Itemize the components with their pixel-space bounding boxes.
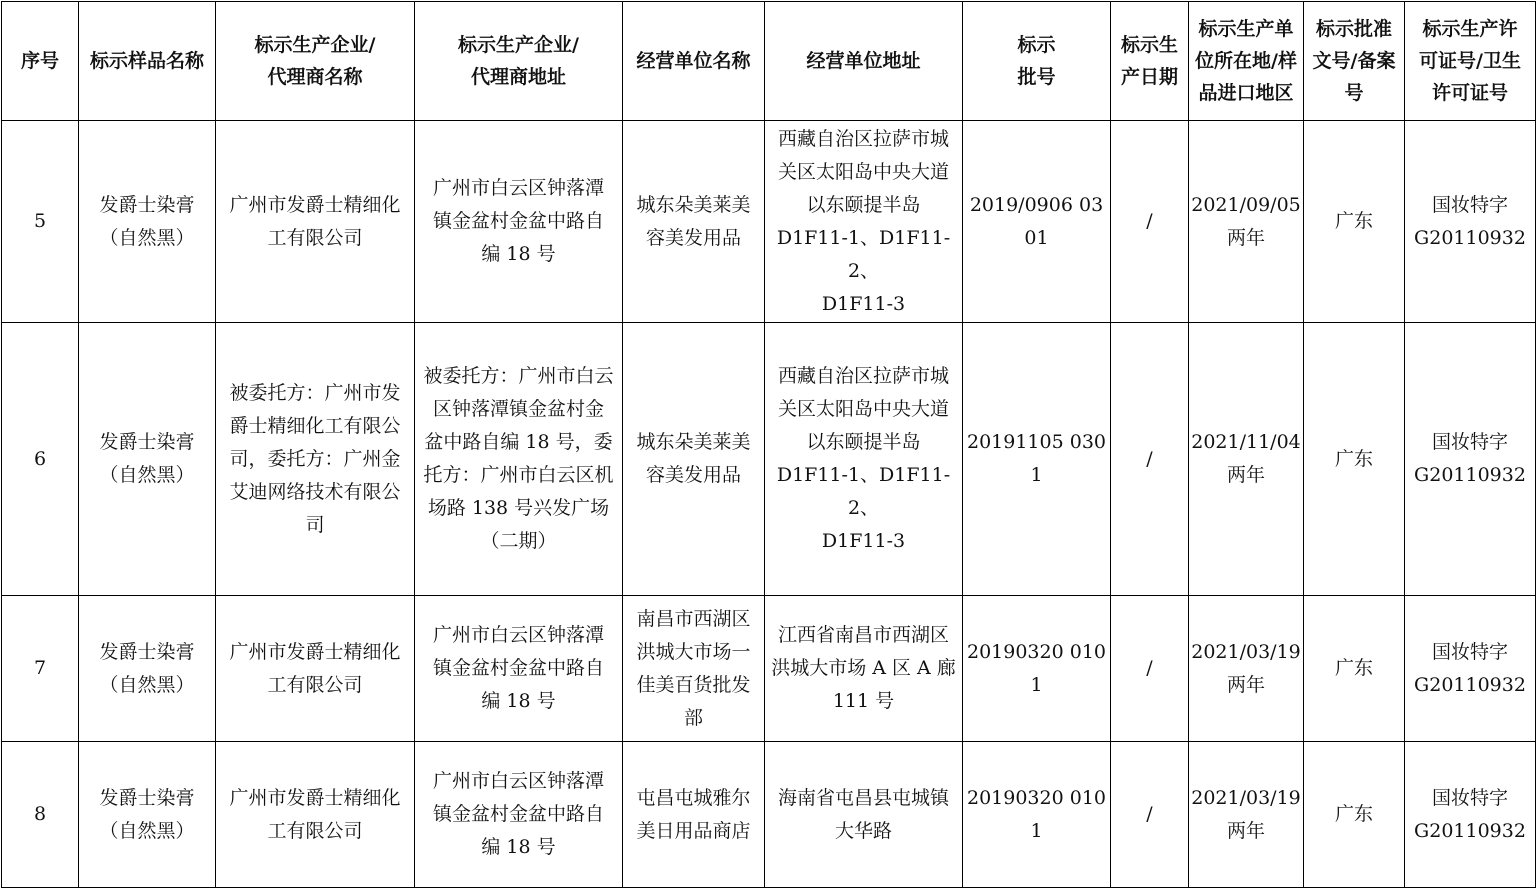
header-cell <box>216 2 415 121</box>
producer-name <box>216 742 415 888</box>
cell-line: 被委托方：广州市发 <box>229 381 401 404</box>
cell-line: 广州市发爵士精细化 <box>229 193 401 216</box>
cell-line: 广州市白云区钟落潭 <box>432 177 604 199</box>
seller-name <box>623 596 765 742</box>
license-number <box>1405 596 1536 742</box>
cell-line: 国妆特字 <box>1431 640 1508 663</box>
cell-line: 盆中路自编 18 号，委 <box>424 431 613 453</box>
expiry-info <box>1189 742 1304 888</box>
cell-line: 关区太阳岛中央大道 <box>777 160 949 183</box>
cell-line: 洪城大市场一 <box>636 640 751 663</box>
table-row <box>2 323 1536 596</box>
batch-number: 20190320 0101 <box>963 596 1111 742</box>
cell-line: 发爵士染膏 <box>99 786 195 809</box>
cell-line: 标示生产单 <box>1198 18 1294 40</box>
cell-line: 部 <box>683 706 703 729</box>
cell-line: 编 18 号 <box>481 243 556 265</box>
origin-region: 广东 <box>1304 596 1405 742</box>
cell-line: 标示生产企业/ <box>254 34 376 56</box>
cell-line: 编 18 号 <box>481 690 556 712</box>
cell-line: 区钟落潭镇金盆村金 <box>432 398 604 420</box>
cell-line: 西藏自治区拉萨市城 <box>777 365 949 387</box>
cell-line: 代理商名称 <box>267 66 363 88</box>
cell-line: 文号/备案 <box>1312 50 1396 72</box>
seller-address <box>765 742 963 888</box>
row-number: 6 <box>2 323 79 596</box>
cell-line: 发爵士染膏 <box>99 431 195 453</box>
cell-line: G20110932 <box>1414 464 1526 486</box>
header-cell <box>623 2 765 121</box>
cell-line: 广州市发爵士精细化 <box>229 786 401 809</box>
license-number <box>1405 323 1536 596</box>
cell-line: 编 18 号 <box>481 836 556 858</box>
batch-number: 20191105 0301 <box>963 323 1111 596</box>
cell-line: 标示 <box>1017 34 1056 56</box>
batch-number: 20190320 0101 <box>963 742 1111 888</box>
cell-line: 经营单位地址 <box>806 50 921 72</box>
row-number: 5 <box>2 121 79 323</box>
cell-line: G20110932 <box>1414 673 1526 696</box>
cell-line: 序号 <box>20 50 59 72</box>
cell-line: 城东朵美莱美 <box>636 193 751 216</box>
cell-line: 南昌市西湖区 <box>636 607 751 630</box>
cell-line: 托方：广州市白云区机 <box>423 464 614 486</box>
cell-line: 容美发用品 <box>645 464 741 486</box>
sample-name <box>79 323 216 596</box>
cell-line: 城东朵美莱美 <box>636 431 751 453</box>
cell-line: 场路 138 号兴发广场 <box>427 497 610 519</box>
cell-line: 两年 <box>1226 464 1265 486</box>
cell-line: （自然黑） <box>99 673 195 696</box>
cell-line: 号 <box>1344 82 1364 104</box>
cell-line: 发爵士染膏 <box>99 640 195 663</box>
header-cell <box>1111 2 1189 121</box>
cell-line: 广州市发爵士精细化 <box>229 640 401 663</box>
cell-line: 佳美百货批发 <box>636 673 751 696</box>
cell-line: 标示生产许 <box>1422 18 1518 40</box>
cell-line: D1F11-1、D1F11-2、 <box>776 226 951 282</box>
cell-line: D1F11-3 <box>821 292 906 315</box>
cell-line: 镇金盆村金盆中路自 <box>432 657 604 679</box>
cell-line: 国妆特字 <box>1431 193 1508 216</box>
license-number <box>1405 742 1536 888</box>
header-cell <box>765 2 963 121</box>
cell-line: 批号 <box>1017 66 1056 88</box>
cell-line: 大华路 <box>834 819 892 842</box>
cell-line: 标示样品名称 <box>89 50 204 72</box>
cell-line: 关区太阳岛中央大道 <box>777 398 949 420</box>
batch-number: 2019/0906 0301 <box>963 121 1111 323</box>
producer-name <box>216 596 415 742</box>
producer-address <box>415 323 623 596</box>
cell-line: 被委托方：广州市白云 <box>423 365 614 387</box>
license-number <box>1405 121 1536 323</box>
cell-line: 容美发用品 <box>645 226 741 249</box>
cell-line: 2021/11/04 <box>1191 431 1301 453</box>
cell-line: 美日用品商店 <box>636 819 751 842</box>
cell-line: 工有限公司 <box>267 819 363 842</box>
expiry-info <box>1189 323 1304 596</box>
sample-name <box>79 596 216 742</box>
table-header-row <box>2 2 1536 121</box>
cell-line: （自然黑） <box>99 819 195 842</box>
cell-line: 2021/03/19 <box>1191 640 1301 663</box>
cell-line: 2021/03/19 <box>1191 786 1301 809</box>
cell-line: 2021/09/05 <box>1191 193 1301 216</box>
cell-line: 国妆特字 <box>1431 786 1508 809</box>
cell-line: 广州市白云区钟落潭 <box>432 770 604 792</box>
seller-name <box>623 121 765 323</box>
cell-line: 艾迪网络技术有限公 <box>229 480 401 503</box>
production-date: / <box>1111 121 1189 323</box>
cell-line: 可证号/卫生 <box>1419 50 1521 72</box>
cell-line: 111 号 <box>832 690 895 712</box>
origin-region: 广东 <box>1304 323 1405 596</box>
cell-line: 工有限公司 <box>267 226 363 249</box>
producer-name <box>216 323 415 596</box>
cell-line: 品进口地区 <box>1198 82 1294 104</box>
producer-address <box>415 596 623 742</box>
producer-address <box>415 742 623 888</box>
header-cell <box>415 2 623 121</box>
row-number: 7 <box>2 596 79 742</box>
expiry-info <box>1189 596 1304 742</box>
cell-line: 以东颐提半岛 <box>806 431 921 453</box>
seller-address <box>765 596 963 742</box>
cell-line: 海南省屯昌县屯城镇 <box>777 786 949 809</box>
cell-line: D1F11-1、D1F11-2、 <box>776 464 951 519</box>
cell-line: G20110932 <box>1414 819 1526 842</box>
cell-line: 镇金盆村金盆中路自 <box>432 210 604 232</box>
origin-region: 广东 <box>1304 742 1405 888</box>
cell-line: 两年 <box>1226 819 1265 842</box>
table-row <box>2 742 1536 888</box>
cell-line: 两年 <box>1226 673 1265 696</box>
cell-line: 爵士精细化工有限公 <box>229 414 401 437</box>
seller-name <box>623 323 765 596</box>
table-row <box>2 596 1536 742</box>
cell-line: 发爵士染膏 <box>99 193 195 216</box>
cell-line: 镇金盆村金盆中路自 <box>432 803 604 825</box>
cell-line: 国妆特字 <box>1431 431 1508 453</box>
cell-line: 标示批准 <box>1315 18 1392 40</box>
cell-line: 代理商地址 <box>470 66 566 88</box>
expiry-info <box>1189 121 1304 323</box>
cell-line: 产日期 <box>1120 66 1178 88</box>
cell-line: （二期） <box>480 530 557 552</box>
producer-address <box>415 121 623 323</box>
cell-line: （自然黑） <box>99 226 195 249</box>
header-cell <box>79 2 216 121</box>
producer-name <box>216 121 415 323</box>
cell-line: 司 <box>305 513 325 536</box>
table-row <box>2 121 1536 323</box>
header-cell <box>963 2 1111 121</box>
cell-line: 江西省南昌市西湖区 <box>777 624 949 646</box>
cell-line: 西藏自治区拉萨市城 <box>777 127 949 150</box>
sample-name <box>79 742 216 888</box>
header-cell <box>1189 2 1304 121</box>
cell-line: 位所在地/样 <box>1195 50 1297 72</box>
cell-line: （自然黑） <box>99 464 195 486</box>
cell-line: G20110932 <box>1414 226 1526 249</box>
cell-line: 屯昌屯城雅尔 <box>636 786 751 809</box>
seller-name <box>623 742 765 888</box>
header-cell <box>1405 2 1536 121</box>
production-date: / <box>1111 323 1189 596</box>
seller-address <box>765 121 963 323</box>
cell-line: D1F11-3 <box>821 530 906 552</box>
cell-line: 两年 <box>1226 226 1265 249</box>
cell-line: 经营单位名称 <box>636 50 751 72</box>
cell-line: 洪城大市场 A 区 A 廊 <box>771 657 956 679</box>
cell-line: 工有限公司 <box>267 673 363 696</box>
production-date: / <box>1111 742 1189 888</box>
row-number: 8 <box>2 742 79 888</box>
cell-line: 标示生 <box>1120 34 1178 56</box>
cell-line: 以东颐提半岛 <box>806 193 921 216</box>
cell-line: 许可证号 <box>1431 82 1508 104</box>
production-date: / <box>1111 596 1189 742</box>
seller-address <box>765 323 963 596</box>
cell-line: 司，委托方：广州金 <box>229 447 401 470</box>
header-cell <box>1304 2 1405 121</box>
sample-name <box>79 121 216 323</box>
sample-table <box>1 1 1536 888</box>
header-cell <box>2 2 79 121</box>
origin-region: 广东 <box>1304 121 1405 323</box>
cell-line: 广州市白云区钟落潭 <box>432 624 604 646</box>
cell-line: 标示生产企业/ <box>458 34 579 56</box>
